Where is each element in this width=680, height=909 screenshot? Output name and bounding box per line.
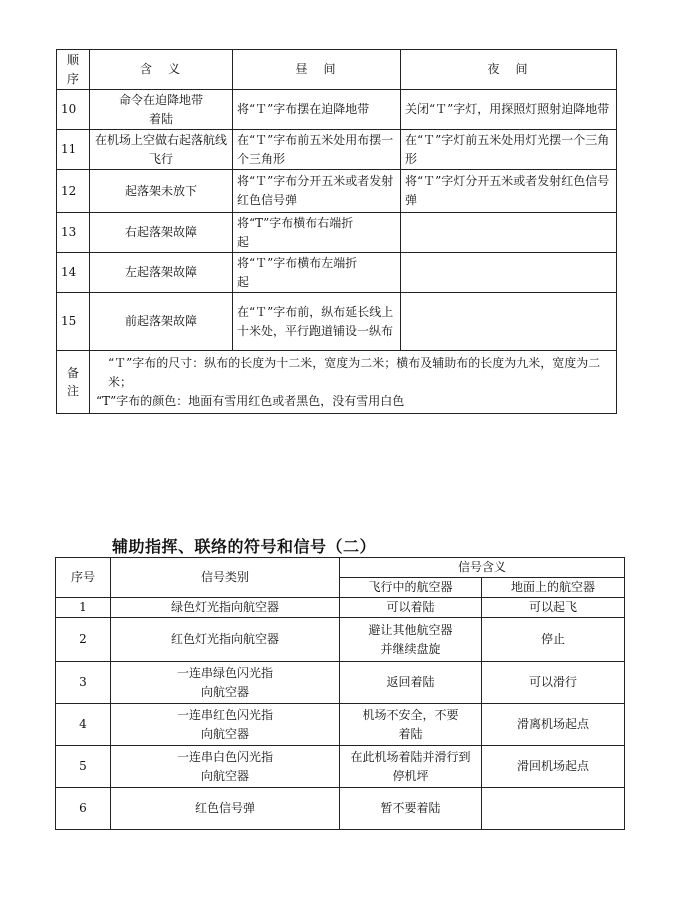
table-header-row	[57, 50, 617, 90]
row-on-ground: 可以起飞	[482, 598, 625, 618]
header-meaning: 信号含义	[340, 558, 625, 578]
row-in-flight: 避让其他航空器并继续盘旋	[340, 618, 482, 662]
row-meaning: 在机场上空做右起落航线飞行	[90, 130, 233, 170]
row-night: 在“Ｔ”字灯前五米处用灯光摆一个三角形	[401, 130, 617, 170]
section-title: 辅助指挥、联络的符号和信号（二）	[112, 537, 377, 556]
row-day: 将“Ｔ”字布分开五米或者发射红色信号弹	[233, 170, 401, 213]
row-number: 12	[57, 170, 90, 213]
row-type: 红色灯光指向航空器	[111, 618, 340, 662]
header-night: 夜 间	[401, 50, 617, 90]
row-day: 在“Ｔ”字布前，纵布延长线上十米处，平行跑道铺设一纵布	[233, 293, 401, 351]
header-type: 信号类别	[111, 558, 340, 598]
row-type: 一连串红色闪光指向航空器	[111, 704, 340, 746]
row-in-flight: 可以着陆	[340, 598, 482, 618]
table-row	[56, 746, 625, 788]
row-night	[401, 293, 617, 351]
row-in-flight: 机场不安全，不要着陆	[340, 704, 482, 746]
row-day: 将“Ｔ”字布横布左端折起	[233, 253, 401, 293]
row-on-ground: 滑离机场起点	[482, 704, 625, 746]
row-meaning: 右起落架故障	[90, 213, 233, 253]
table-row	[57, 213, 617, 253]
row-type: 一连串绿色闪光指向航空器	[111, 662, 340, 704]
header-day: 昼 间	[233, 50, 401, 90]
table-signals-two	[55, 557, 625, 830]
row-night	[401, 213, 617, 253]
note-size: “Ｔ”字布的尺寸：纵布的长度为十二米，宽度为二米；横布及辅助布的长度为九米，宽度为二米；	[108, 355, 601, 389]
row-meaning: 前起落架故障	[90, 293, 233, 351]
table-row	[57, 130, 617, 170]
row-in-flight: 在此机场着陆并滑行到停机坪	[340, 746, 482, 788]
header-order: 顺序	[57, 50, 90, 90]
row-number: 10	[57, 90, 90, 130]
header-meaning: 含 义	[90, 50, 233, 90]
note-color: “T”字布的颜色：地面有雪用红色或者黑色，没有雪用白色	[96, 393, 405, 408]
row-in-flight: 返回着陆	[340, 662, 482, 704]
row-on-ground: 停止	[482, 618, 625, 662]
row-number: 14	[57, 253, 90, 293]
row-number: 5	[56, 746, 111, 788]
table-row	[57, 170, 617, 213]
row-day: 将“Ｔ”字布摆在迫降地带	[233, 90, 401, 130]
table-row	[57, 90, 617, 130]
row-number: 1	[56, 598, 111, 618]
table-row	[56, 788, 625, 830]
row-night: 关闭“Ｔ”字灯，用探照灯照射迫降地带	[401, 90, 617, 130]
table-row	[56, 618, 625, 662]
table-signals-one	[56, 49, 617, 414]
row-on-ground: 滑回机场起点	[482, 746, 625, 788]
table-header-row	[56, 558, 625, 578]
row-meaning: 命令在迫降地带着陆	[90, 90, 233, 130]
table-row	[56, 662, 625, 704]
row-in-flight: 暂不要着陆	[340, 788, 482, 830]
row-type: 绿色灯光指向航空器	[111, 598, 340, 618]
table-row	[56, 598, 625, 618]
row-meaning: 起落架未放下	[90, 170, 233, 213]
row-on-ground	[482, 788, 625, 830]
row-day: 在“Ｔ”字布前五米处用布摆一个三角形	[233, 130, 401, 170]
row-number: 13	[57, 213, 90, 253]
row-night	[401, 253, 617, 293]
notes-label: 备注	[57, 351, 90, 414]
row-type: 一连串白色闪光指向航空器	[111, 746, 340, 788]
row-number: 6	[56, 788, 111, 830]
row-day: 将“T”字布横布右端折起	[233, 213, 401, 253]
row-number: 15	[57, 293, 90, 351]
row-night: 将“Ｔ”字灯分开五米或者发射红色信号弹	[401, 170, 617, 213]
row-number: 4	[56, 704, 111, 746]
table-row	[57, 293, 617, 351]
row-type: 红色信号弹	[111, 788, 340, 830]
header-on-ground: 地面上的航空器	[482, 578, 625, 598]
table-notes-row	[57, 351, 617, 414]
notes-cell	[90, 351, 617, 414]
row-on-ground: 可以滑行	[482, 662, 625, 704]
table-row	[57, 253, 617, 293]
row-number: 11	[57, 130, 90, 170]
row-meaning: 左起落架故障	[90, 253, 233, 293]
header-in-flight: 飞行中的航空器	[340, 578, 482, 598]
row-number: 3	[56, 662, 111, 704]
table-row	[56, 704, 625, 746]
header-no: 序号	[56, 558, 111, 598]
row-number: 2	[56, 618, 111, 662]
